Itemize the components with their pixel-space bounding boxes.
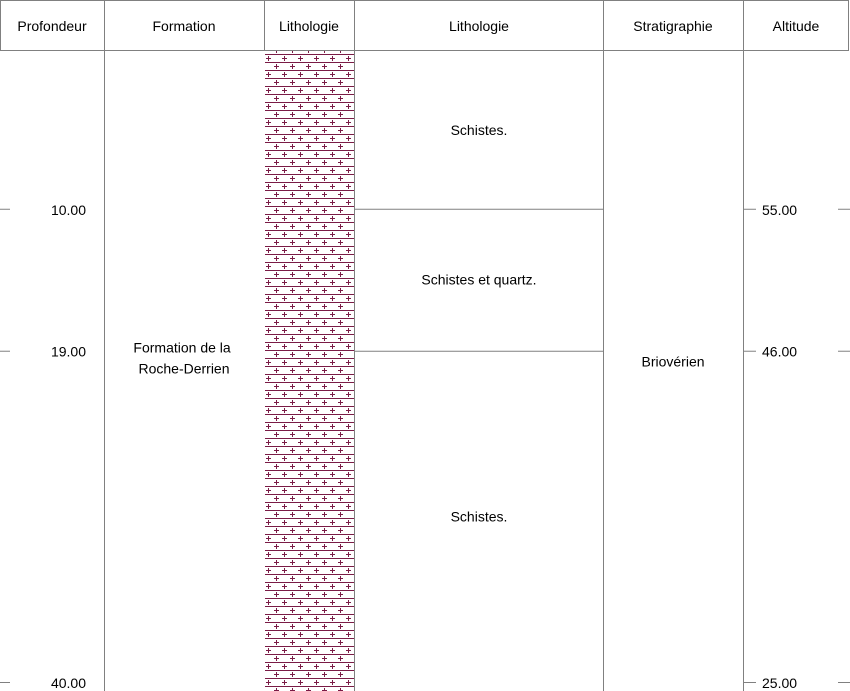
header-lithologie: Lithologie xyxy=(449,18,509,34)
altitude-label: 25.00 xyxy=(762,675,798,691)
header-frame xyxy=(1,1,849,51)
lithology-interval-label: Schistes. xyxy=(450,121,508,138)
depth-label: 10.00 xyxy=(50,201,86,218)
lithology-interval-label: Schistes et quartz. xyxy=(421,271,537,288)
depth-label: 40.00 xyxy=(50,675,86,691)
header-profondeur: Profondeur xyxy=(17,18,87,34)
header-formation: Formation xyxy=(152,18,216,34)
header-stratigraphie: Stratigraphie xyxy=(633,18,713,34)
altitude-label: 46.00 xyxy=(762,343,798,360)
formation-line-2: Roche-Derrien xyxy=(138,360,230,377)
lithology-interval-label: Schistes. xyxy=(450,508,508,525)
altitude-label: 55.00 xyxy=(762,201,798,218)
lithology-pattern-column xyxy=(265,51,354,691)
depth-label: 19.00 xyxy=(50,343,86,360)
header-row xyxy=(1,0,849,51)
stratigraphie-label: Briovérien xyxy=(641,353,705,370)
header-altitude: Altitude xyxy=(772,18,820,34)
header-lithologie-pattern: Lithologie xyxy=(279,18,339,34)
lithology-intervals xyxy=(355,122,603,524)
formation-label xyxy=(133,340,234,377)
altitude-axis xyxy=(744,202,850,691)
depth-axis xyxy=(0,202,86,691)
formation-line-1: Formation de la xyxy=(133,339,231,356)
